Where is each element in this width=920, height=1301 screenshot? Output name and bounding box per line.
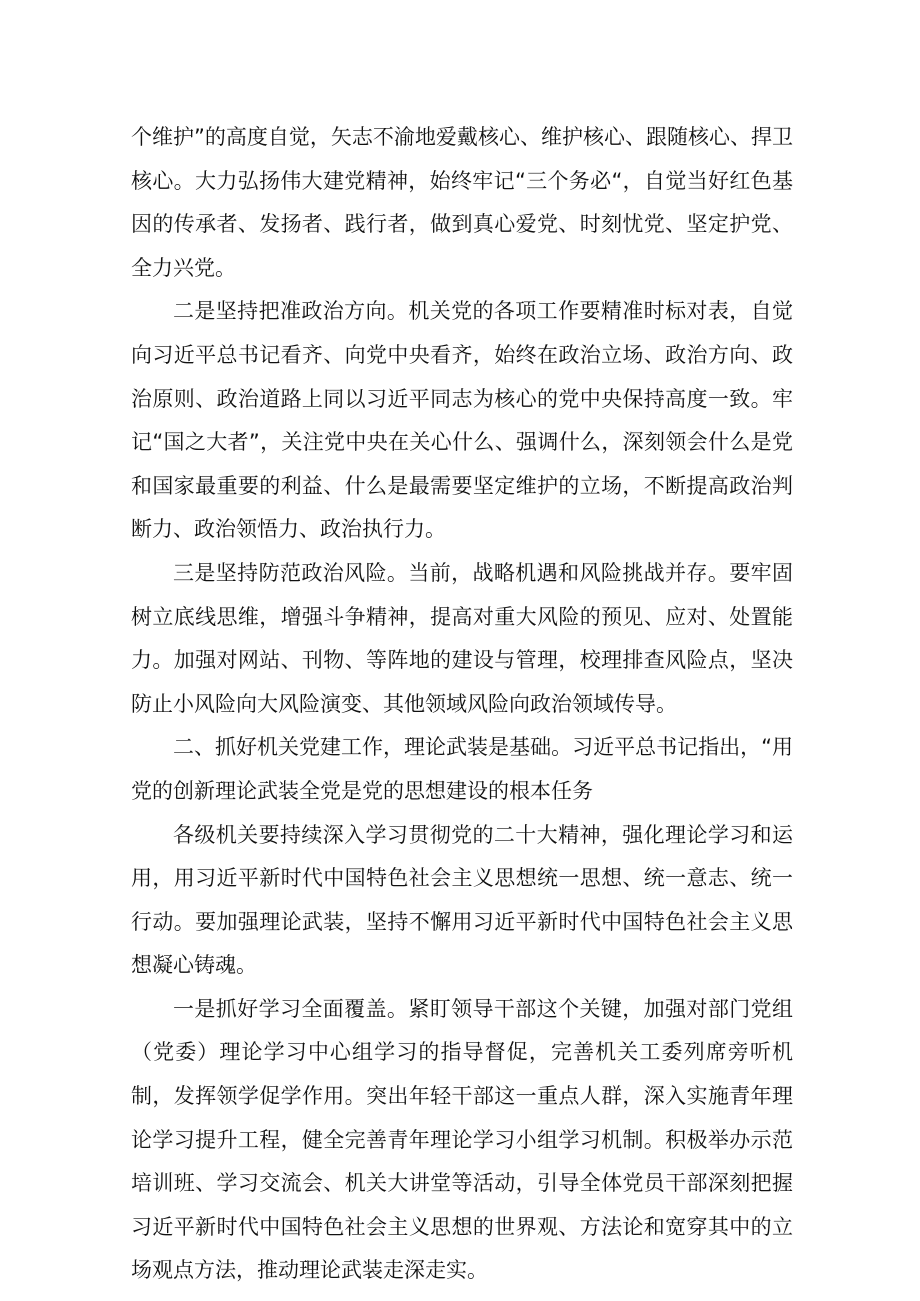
paragraph-2: 二是坚持把准政治方向。机关党的各项工作要精准时标对表，自觉向习近平总书记看齐、向党中央看齐，始终在政治立场、政治方向、政治原则、政治道路上同以习近平同志为核心的党中央保持高度一致。牢记“国之大者”，关注党中央在关心什么、强调什么，深刻领会什么是党和国家最重要的利益、什么是最需要坚定维护的立场，不断提高政治判断力、政治领悟力、政治执行力。 (131, 299, 793, 542)
paragraph-5: 各级机关要持续深入学习贯彻党的二十大精神，强化理论学习和运用，用习近平新时代中国特色社会主义思想统一思想、统一意志、统一行动。要加强理论武装，坚持不懈用习近平新时代中国特色社会主义思想凝心铸魂。 (131, 822, 793, 978)
paragraph-6: 一是抓好学习全面覆盖。紧盯领导干部这个关键，加强对部门党组（党委）理论学习中心组学习的指导督促，完善机关工委列席旁听机制，发挥领学促学作用。突出年轻干部这一重点人群，深入实施青年理论学习提升工程，健全完善青年理论学习小组学习机制。积极举办示范培训班、学习交流会、机关大讲堂等活动，引导全体党员干部深刻把握习近平新时代中国特色社会主义思想的世界观、方法论和宽穿其中的立场观点方法，推动理论武装走深走实。 (131, 996, 793, 1283)
paragraph-1: 个维护”的高度自觉，矢志不渝地爱戴核心、维护核心、跟随核心、捍卫核心。大力弘扬伟大建党精神，始终牢记“三个务必“，自觉当好红色基因的传承者、发扬者、践行者，做到真心爱党、时刻忧党、坚定护党、全力兴党。 (131, 125, 793, 280)
document-body (131, 116, 793, 1293)
paragraph-3: 三是坚持防范政治风险。当前，战略机遇和风险挑战并存。要牢固树立底线思维，增强斗争精神，提高对重大风险的预见、应对、处置能力。加强对网站、刊物、等阵地的建设与管理，校理排查风险点，坚决防止小风险向大风险演变、其他领域风险向政治领域传导。 (131, 560, 793, 716)
paragraph-4: 二、抓好机关党建工作，理论武装是基础。习近平总书记指出，“用党的创新理论武装全党是党的思想建设的根本任务 (131, 735, 793, 803)
